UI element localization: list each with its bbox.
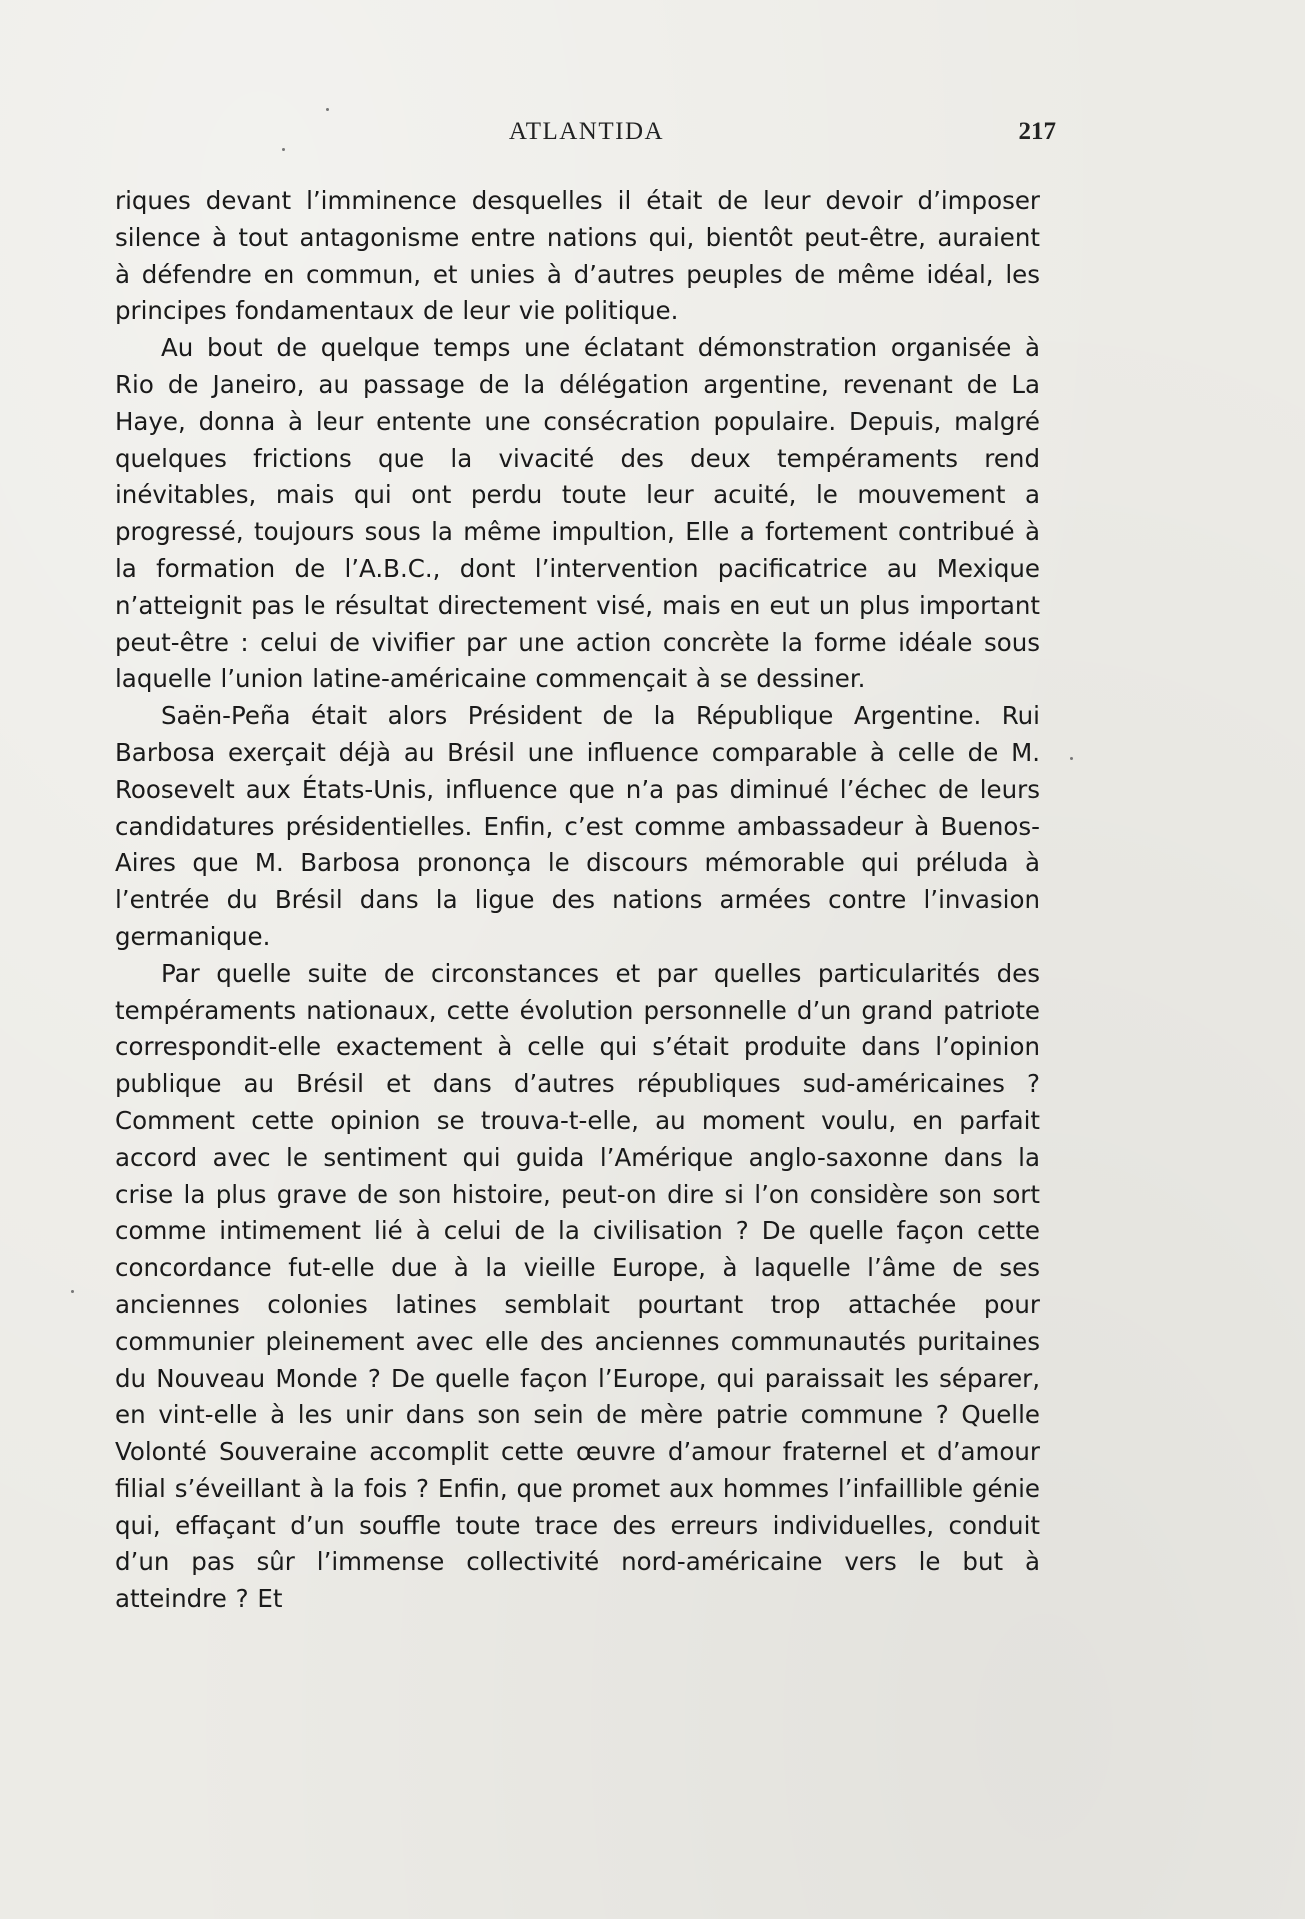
paragraph: Saën-Peña était alors Président de la République Argentine. Rui Barbosa exerçait déjà au Brésil une influence comparable à celle de M. Roosevelt aux États-Unis, influence que n’a pas diminué l’échec de leurs candidatures présidentielles. Enfin, c’est comme ambassadeur à Buenos-Aires que M. Barbosa prononça le discours mémorable qui préluda à l’entrée du Brésil dans la ligue des nations armées contre l’invasion germanique. <box>115 701 1040 951</box>
paper-speck <box>326 108 329 111</box>
page-header <box>117 118 1056 158</box>
paper-speck <box>1070 757 1073 760</box>
paragraph: Par quelle suite de circonstances et par quelles particularités des tempéraments nationaux, cette évolution personnelle d’un grand patriote correspondit-elle exactement à celle qui s’était produite dans l’opinion publique au Brésil et dans d’autres républiques sud-américaines ? Comment cette opinion se trouva-t-elle, au moment voulu, en parfait accord avec le sentiment qui guida l’Amérique anglo-saxonne dans la crise la plus grave de son histoire, peut-on dire si l’on considère son sort comme intimement lié à celui de la civilisation ? De quelle façon cette concordance fut-elle due à la vieille Europe, à laquelle l’âme de ses anciennes colonies latines semblait pourtant trop attachée pour communier pleinement avec elle des anciennes communautés puritaines du Nouveau Monde ? De quelle façon l’Europe, qui paraissait les séparer, en vint-elle à les unir dans son sein de mère patrie commune ? Quelle Volonté Souveraine accomplit cette œuvre d’amour fraternel et d’amour filial s’éveillant à la fois ? Enfin, que promet aux hommes l’infaillible génie qui, effaçant d’un souffle toute trace des erreurs individuelles, conduit d’un pas sûr l’immense collectivité nord-américaine vers le but à atteindre ? Et <box>115 958 1040 1614</box>
running-title: ATLANTIDA <box>508 118 665 145</box>
paper-speck <box>71 1290 74 1293</box>
paragraph: riques devant l’imminence desquelles il était de leur devoir d’imposer silence à tout antagonisme entre nations qui, bientôt peut-être, auraient à défendre en commun, et unies à d’autres peuples de même idéal, les principes fondamentaux de leur vie politique. <box>115 186 1040 326</box>
page-number: 217 <box>1018 118 1056 145</box>
paragraph: Au bout de quelque temps une éclatant démonstration organisée à Rio de Janeiro, au passage de la délégation argentine, revenant de La Haye, donna à leur entente une consécration populaire. Depuis, malgré quelques frictions que la vivacité des deux tempéraments rend inévitables, mais qui ont perdu toute leur acuité, le mouvement a progressé, toujours sous la même impultion, Elle a fortement contribué à la formation de l’A.B.C., dont l’intervention pacificatrice au Mexique n’atteignit pas le résultat directement visé, mais en eut un plus important peut-être : celui de vivifier par une action concrète la forme idéale sous laquelle l’union latine-américaine commençait à se dessiner. <box>115 333 1040 694</box>
body-text <box>115 183 1040 1618</box>
